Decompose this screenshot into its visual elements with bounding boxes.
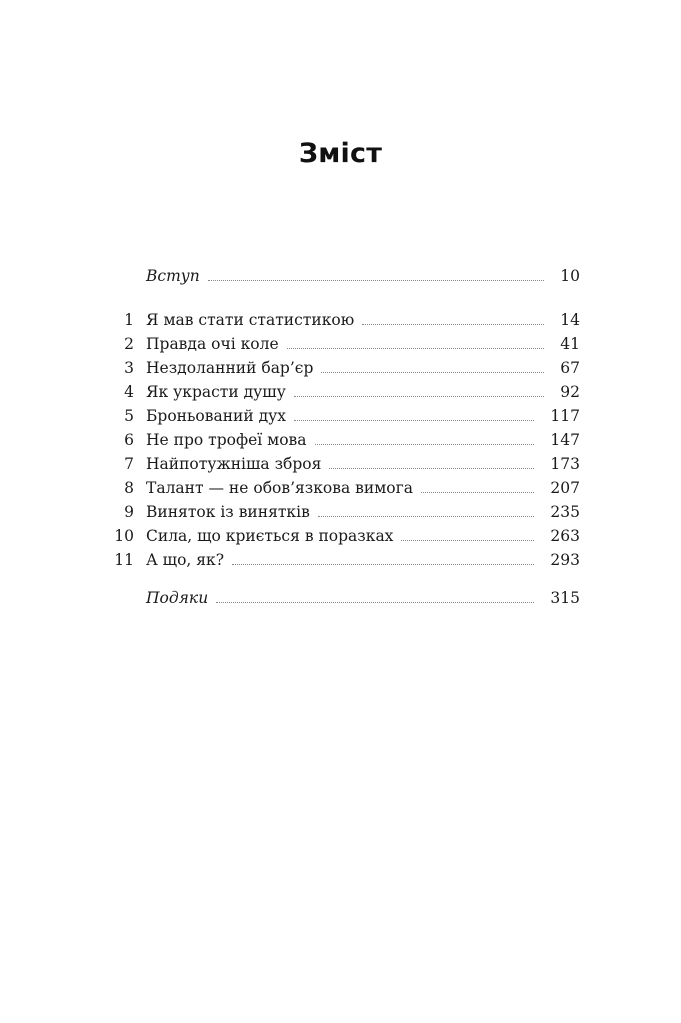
chapter-title: Сила, що криється в поразках — [146, 527, 394, 545]
page-number: 117 — [550, 407, 580, 425]
dot-leader — [421, 492, 534, 493]
toc-entry — [104, 584, 580, 608]
chapter-title: Виняток із винятків — [146, 503, 310, 521]
page-number: 41 — [560, 335, 580, 353]
page-title: Зміст — [298, 138, 383, 169]
chapter-title: Вступ — [146, 267, 200, 285]
page-number: 293 — [550, 551, 580, 569]
dot-leader — [315, 444, 535, 445]
page-number: 263 — [550, 527, 580, 545]
toc-entry — [104, 354, 580, 378]
toc-entry — [104, 402, 580, 426]
chapter-title: Правда очі коле — [146, 335, 279, 353]
chapter-number: 6 — [124, 431, 134, 449]
page-number: 92 — [560, 383, 580, 401]
chapter-number: 1 — [124, 311, 134, 329]
chapter-number: 7 — [124, 455, 134, 473]
page-number: 67 — [560, 359, 580, 377]
page-number: 235 — [550, 503, 580, 521]
dot-leader — [232, 564, 534, 565]
chapter-number: 9 — [124, 503, 134, 521]
chapter-title: Не про трофеї мова — [146, 431, 307, 449]
toc-entry — [104, 522, 580, 546]
toc-entry — [104, 306, 580, 330]
toc-entry — [104, 474, 580, 498]
chapter-title: Броньований дух — [146, 407, 287, 425]
chapter-title: Як украсти душу — [146, 383, 286, 401]
chapter-title: Найпотужніша зброя — [146, 455, 322, 473]
toc-entry — [104, 450, 580, 474]
chapter-number: 2 — [124, 335, 134, 353]
page-number: 10 — [560, 267, 580, 285]
dot-leader — [294, 420, 534, 421]
dot-leader — [401, 540, 534, 541]
page-number: 207 — [550, 479, 580, 497]
dot-leader — [287, 348, 545, 349]
dot-leader — [216, 602, 534, 603]
page-number: 315 — [550, 589, 580, 607]
toc-entry — [104, 546, 580, 570]
dot-leader — [318, 516, 535, 517]
dot-leader — [208, 280, 545, 281]
chapter-number: 10 — [114, 527, 134, 545]
dot-leader — [294, 396, 544, 397]
toc-entry — [104, 498, 580, 522]
chapter-number: 8 — [124, 479, 134, 497]
chapter-number: 5 — [124, 407, 134, 425]
page-number: 14 — [560, 311, 580, 329]
chapter-number: 3 — [124, 359, 134, 377]
chapter-title: Нездоланний бар’єр — [146, 359, 314, 377]
page-number: 173 — [550, 455, 580, 473]
toc-entry — [104, 330, 580, 354]
toc-entry — [104, 262, 580, 286]
chapter-title: А що, як? — [146, 551, 225, 569]
dot-leader — [329, 468, 534, 469]
chapter-title: Я мав стати статистикою — [146, 311, 355, 329]
dot-leader — [362, 324, 544, 325]
toc-entry — [104, 426, 580, 450]
dot-leader — [321, 372, 544, 373]
toc-entry — [104, 378, 580, 402]
chapter-number: 11 — [114, 551, 134, 569]
chapter-title: Талант — не обов’язкова вимога — [146, 479, 413, 497]
page-number: 147 — [550, 431, 580, 449]
chapter-number: 4 — [124, 383, 134, 401]
chapter-title: Подяки — [146, 589, 209, 607]
